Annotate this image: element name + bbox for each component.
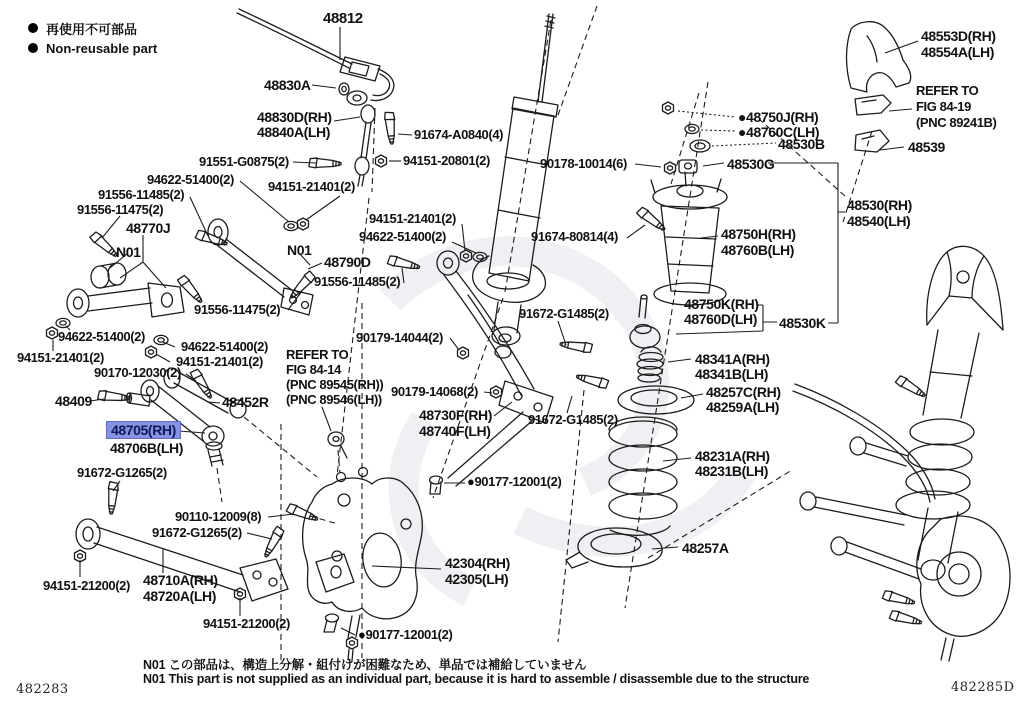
part-label[interactable]: 48257A — [682, 540, 729, 556]
part-label[interactable]: 48790D — [324, 254, 371, 270]
part-label[interactable]: 91672-G1485(2) — [528, 412, 618, 427]
part-label[interactable]: 48830D(RH) — [257, 109, 332, 125]
part-label[interactable]: 94151-21401(2) — [268, 179, 355, 194]
legend-text-en: Non-reusable part — [46, 40, 158, 56]
part-label[interactable]: 91551-G0875(2) — [199, 154, 289, 169]
ref-note: (PNC 89546(LH)) — [286, 392, 382, 407]
part-label[interactable]: 48540(LH) — [847, 213, 911, 229]
ref-note: FIG 84-14 — [286, 362, 341, 377]
part-label[interactable]: 48231B(LH) — [695, 463, 769, 479]
part-label[interactable]: 91556-11485(2) — [98, 187, 185, 202]
figure-id-bottom-left: 482283 — [16, 682, 69, 697]
legend-row-en — [28, 38, 157, 58]
part-label-highlighted[interactable]: 48705(RH) — [107, 422, 180, 438]
part-label[interactable]: ●90177-12001(2) — [358, 627, 453, 642]
part-label[interactable]: 94151-21200(2) — [203, 616, 290, 631]
legend-row-jp — [28, 18, 157, 38]
part-label[interactable]: 94151-21200(2) — [43, 578, 130, 593]
part-label[interactable]: 94622-51400(2) — [181, 339, 268, 354]
part-label[interactable]: 48760D(LH) — [684, 311, 758, 327]
part-label[interactable]: 48530B — [778, 136, 825, 152]
part-label[interactable]: 94151-20801(2) — [403, 153, 490, 168]
part-label[interactable]: 48530K — [779, 315, 826, 331]
part-label[interactable]: 48257C(RH) — [706, 384, 781, 400]
part-label[interactable]: 94622-51400(2) — [359, 229, 446, 244]
part-label[interactable]: 48760B(LH) — [721, 242, 795, 258]
part-label[interactable]: ●90177-12001(2) — [467, 474, 562, 489]
non-reusable-dot-icon — [28, 23, 38, 33]
note-tag: N01 — [116, 244, 141, 260]
note-n01-english: N01 This part is not supplied as an individual part, because it is hard to assemble / disassemble due to the structure — [143, 672, 810, 686]
part-label[interactable]: ●48750J(RH) — [738, 109, 819, 125]
figure-id-bottom-right: 482285D — [951, 680, 1015, 695]
part-label[interactable]: 42304(RH) — [445, 555, 510, 571]
part-label[interactable]: 48720A(LH) — [143, 588, 217, 604]
part-label[interactable]: 42305(LH) — [445, 571, 509, 587]
note-n01-japanese: N01 この部品は、構造上分解・組付けが困難なため、単品では補給していません — [143, 658, 587, 672]
part-label[interactable]: 90110-12009(8) — [175, 509, 262, 524]
part-label[interactable]: 48553D(RH) — [921, 28, 996, 44]
part-label[interactable]: 48452R — [222, 394, 269, 410]
part-label[interactable]: 48750H(RH) — [721, 226, 796, 242]
part-label[interactable]: 48231A(RH) — [695, 448, 770, 464]
part-label[interactable]: 48539 — [908, 139, 945, 155]
part-label[interactable]: 91672-G1485(2) — [519, 306, 609, 321]
ref-note: REFER TO — [286, 347, 349, 362]
part-label[interactable]: ●48760C(LH) — [738, 124, 820, 140]
non-reusable-dot-icon — [28, 43, 38, 53]
part-label[interactable]: 94151-21401(2) — [17, 350, 104, 365]
part-label[interactable]: 48554A(LH) — [921, 44, 995, 60]
part-label[interactable]: 48341A(RH) — [695, 351, 770, 367]
part-label[interactable]: 48530(RH) — [847, 197, 912, 213]
part-label[interactable]: 90179-14044(2) — [356, 330, 443, 345]
part-label[interactable]: 90170-12030(2) — [94, 365, 181, 380]
legend — [28, 18, 157, 58]
part-label[interactable]: 90178-10014(6) — [540, 156, 627, 171]
part-label[interactable]: 94622-51400(2) — [147, 172, 234, 187]
ref-note: (PNC 89545(RH)) — [286, 377, 384, 392]
ref-note: (PNC 89241B) — [916, 115, 997, 130]
part-label[interactable]: 48706B(LH) — [110, 440, 184, 456]
part-label[interactable]: 48341B(LH) — [695, 366, 769, 382]
part-label[interactable]: 91556-11485(2) — [314, 274, 401, 289]
legend-text-jp: 再使用不可部品 — [46, 21, 138, 37]
part-label[interactable]: 48259A(LH) — [706, 399, 780, 415]
part-label[interactable]: 91672-G1265(2) — [152, 525, 242, 540]
part-label[interactable]: 94151-21401(2) — [369, 211, 456, 226]
part-label[interactable]: 48840A(LH) — [257, 124, 331, 140]
part-label[interactable]: 48830A — [264, 77, 311, 93]
part-label[interactable]: 48740F(LH) — [419, 423, 491, 439]
part-label[interactable]: 90179-14068(2) — [391, 384, 478, 399]
part-label[interactable]: 48750K(RH) — [684, 296, 759, 312]
part-label[interactable]: 91672-G1265(2) — [77, 465, 167, 480]
part-label[interactable]: 48812 — [323, 10, 363, 27]
part-label[interactable]: 94622-51400(2) — [58, 329, 145, 344]
part-label[interactable]: 91674-80814(4) — [531, 229, 618, 244]
part-label[interactable]: 48730F(RH) — [419, 407, 493, 423]
ref-note: FIG 84-19 — [916, 99, 971, 114]
part-label[interactable]: 48710A(RH) — [143, 572, 218, 588]
part-label[interactable]: 91674-A0840(4) — [414, 127, 504, 142]
part-label[interactable]: 48530G — [727, 156, 775, 172]
part-label[interactable]: 48409 — [55, 393, 92, 409]
note-tag: N01 — [287, 242, 312, 258]
part-label[interactable]: 91556-11475(2) — [194, 302, 281, 317]
part-label[interactable]: 94151-21401(2) — [176, 354, 263, 369]
part-label[interactable]: 91556-11475(2) — [77, 202, 164, 217]
ref-note: REFER TO — [916, 83, 979, 98]
part-label[interactable]: 48770J — [126, 220, 171, 236]
